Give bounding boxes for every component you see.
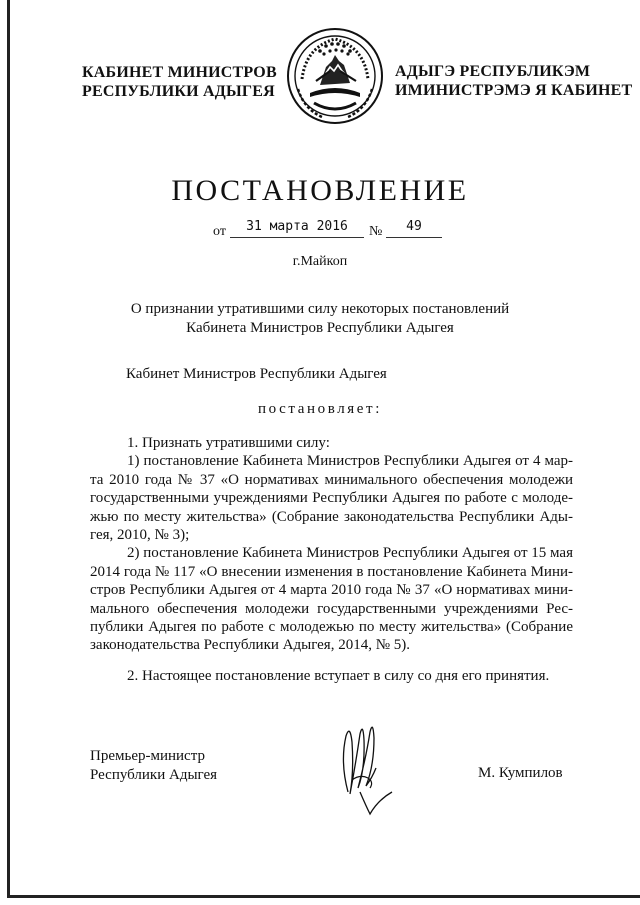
city: г.Майкоп (292, 254, 348, 269)
header-left (82, 63, 277, 101)
body-line: жью по месту жительства» (Собрание законодательства Республики Ады- (90, 508, 573, 525)
scan-edge-left (7, 0, 10, 897)
document-title: ПОСТАНОВЛЕНИЕ (171, 174, 469, 207)
document-date: 31 марта 2016 (246, 219, 348, 234)
subject-line2: Кабинета Министров Республики Адыгея (186, 320, 454, 336)
body-line: стров Республики Адыгея от 4 марта 2010 года № 37 «О нормативах мини- (90, 582, 573, 599)
body-line: 1) постановление Кабинета Министров Республики Адыгея от 4 мар- (127, 453, 573, 470)
body-line: 1. Признать утратившими силу: (127, 435, 330, 451)
coat-of-arms-emblem (286, 27, 384, 125)
header-left-line2: РЕСПУБЛИКИ АДЫГЕЯ (82, 83, 275, 100)
signatory-title-line1: Премьер-министр (90, 748, 205, 764)
date-number-line (0, 219, 640, 241)
body-line: законодательства Республики Адыгея, 2014, № 5). (90, 637, 411, 654)
date-prefix: от (213, 224, 226, 239)
number-sign: № (369, 224, 383, 239)
number-underline (386, 237, 442, 238)
signatory-title-line2: Республики Адыгея (90, 767, 218, 783)
subject-line1: О признании утратившими силу некоторых постановлений (130, 301, 510, 317)
document-subject (0, 300, 640, 338)
handwritten-signature (330, 722, 400, 820)
scan-edge-bottom (7, 895, 640, 898)
body-line: публики Адыгея по работе с молодежью по месту жительства» (Собрание (90, 618, 573, 635)
header-left-line1: КАБИНЕТ МИНИСТРОВ (82, 64, 277, 81)
body-line: 2. Настоящее постановление вступает в силу со дня его принятия. (127, 667, 550, 684)
body-line: государственными учреждениями Республики Адыгея по работе с молоде- (90, 490, 573, 507)
header-right-line1: АДЫГЭ РЕСПУБЛИКЭМ (395, 63, 591, 80)
body-line: 2014 года № 117 «О внесении изменения в постановление Кабинета Мини- (90, 563, 573, 580)
body-line: мального обеспечения молодежи государственными учреждениями Рес- (90, 600, 573, 617)
body-line: гея, 2010, № 3); (90, 526, 190, 543)
date-underline (230, 237, 364, 238)
signatory-name: М. Кумпилов (478, 765, 563, 781)
document-number: 49 (406, 219, 422, 234)
decree-word: постановляет: (258, 401, 382, 417)
signatory-title (90, 747, 217, 785)
header-right (395, 62, 633, 100)
header-right-line2: ИМИНИСТРЭМЭ Я КАБИНЕТ (395, 82, 633, 99)
issuer: Кабинет Министров Республики Адыгея (126, 366, 387, 382)
document-body (90, 434, 573, 685)
body-line: та 2010 года № 37 «О нормативах минимального обеспечения молодежи (90, 471, 573, 488)
body-line: 2) постановление Кабинета Министров Республики Адыгея от 15 мая (127, 545, 573, 562)
